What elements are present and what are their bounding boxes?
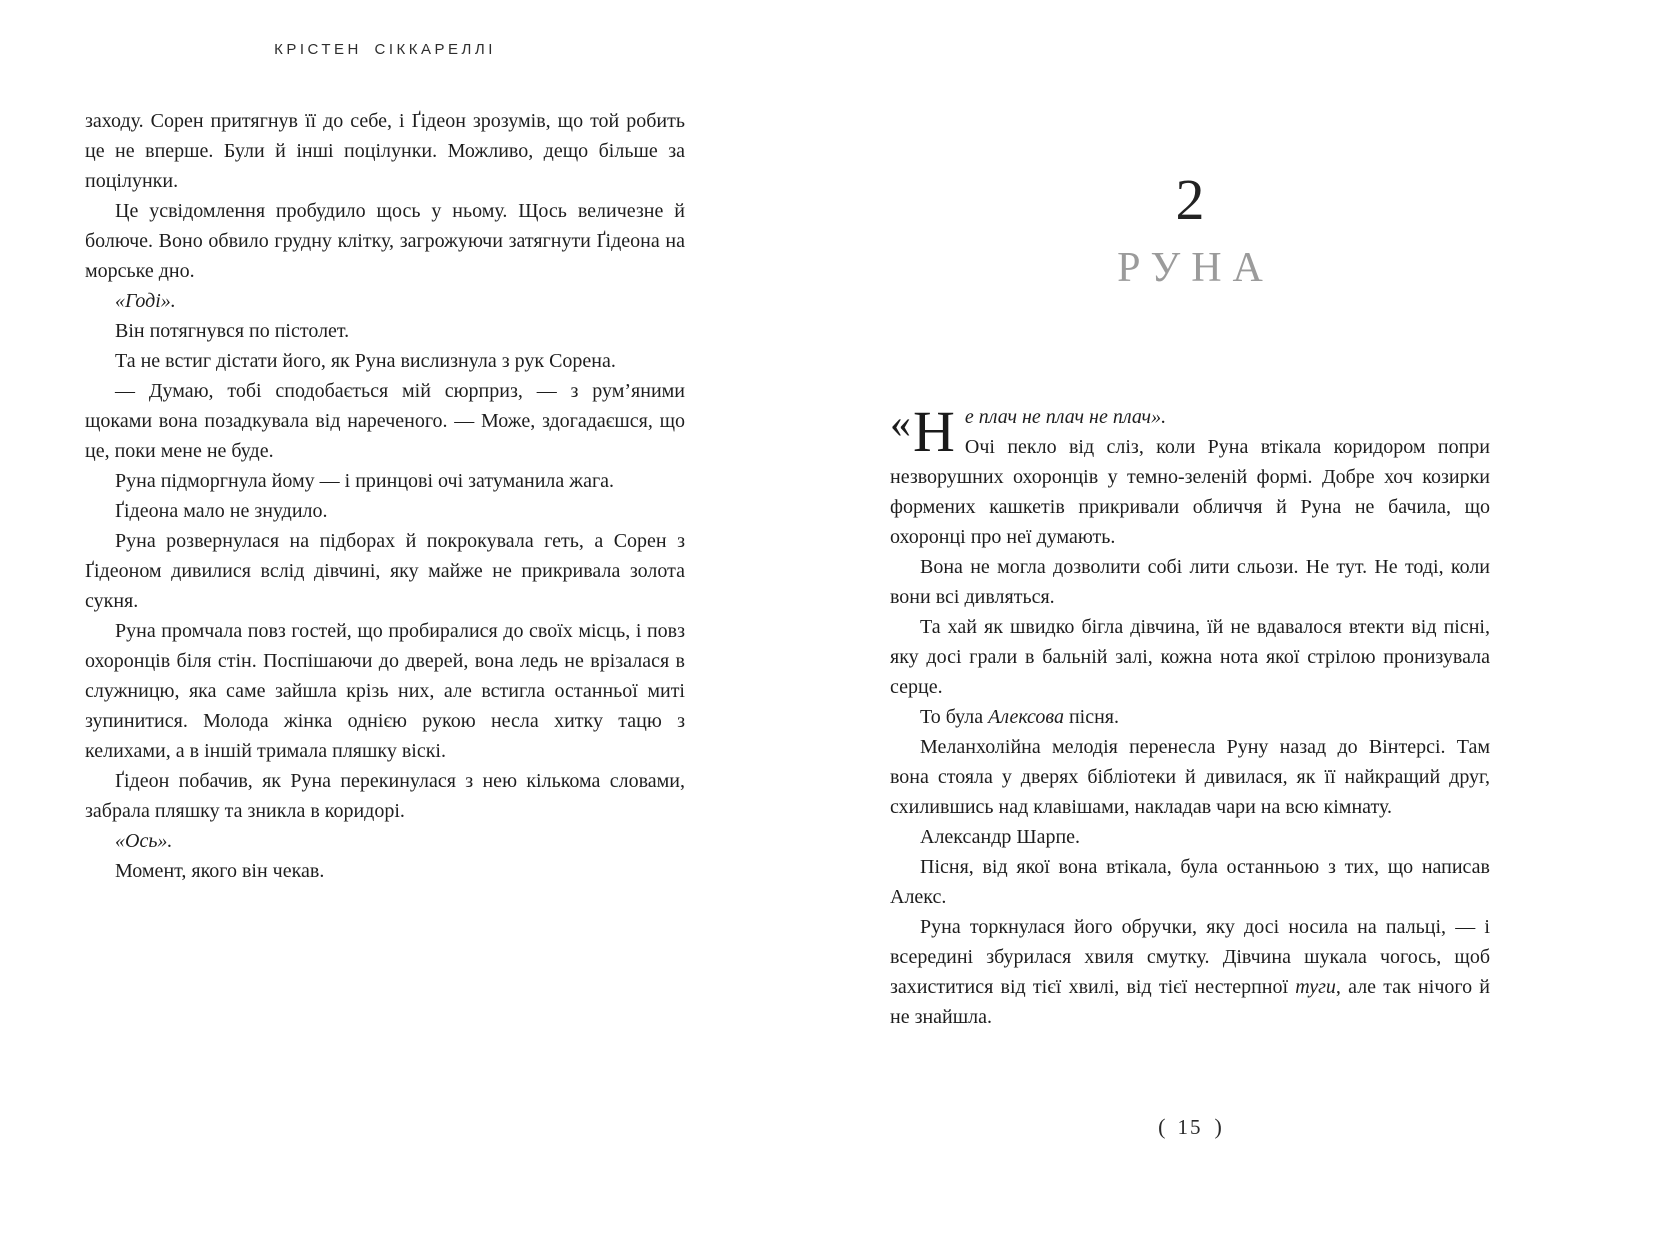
body-text-segment: , але так нічого й не знайшла. [890, 976, 1491, 1028]
drop-cap-letter: Н [913, 399, 955, 464]
italic-text: «Годі». [115, 290, 176, 312]
body-text-segment: пісня. [1063, 706, 1119, 728]
page-footer [890, 1114, 1490, 1140]
body-text-segment: Момент, якого він чекав. [115, 860, 325, 882]
opening-italic-line: е плач не плач не плач». [964, 406, 1167, 428]
paragraph [890, 612, 1490, 702]
body-text-segment: Ґідеона мало не знудило. [115, 500, 328, 522]
body-text-segment: Пісня, від якої вона втікала, була останньою з тих, що написав Алекс. [890, 856, 1490, 908]
chapter-title: РУНА [1117, 245, 1274, 291]
paragraph [890, 552, 1490, 612]
paragraph [890, 822, 1490, 852]
page-number-open-paren: ( [1158, 1114, 1166, 1139]
paragraph [85, 856, 685, 886]
right-page-body [890, 399, 1491, 1032]
body-text-segment: Він потягнувся по пістолет. [115, 320, 350, 342]
right-page-paragraphs [890, 552, 1490, 1032]
paragraph [85, 526, 685, 616]
chapter-heading [890, 0, 1490, 292]
paragraph [890, 732, 1490, 822]
paragraph [85, 766, 685, 826]
drop-cap [890, 399, 955, 464]
left-page [85, 0, 685, 1240]
body-text-segment: Меланхолійна мелодія перенесла Руну назад до Вінтерсі. Там вона стояла у дверях бібліотеки й дивилася, як її найкращий друг, схилившись над клавішами, накладав чари на всю кімнату. [890, 736, 1490, 818]
page-number: 15 [1177, 1115, 1203, 1139]
body-text-segment: Це усвідомлення пробудило щось у ньому. Щось величезне й болюче. Воно обвило грудну клітку, загрожуючи затягнути Ґідеона на морське дно. [85, 200, 685, 282]
body-text-segment: Руна розвернулася на підборах й покрокувала геть, а Сорен з Ґідеоном дивилися вслід дівчині, яку майже не прикривала золота сукня. [85, 530, 685, 612]
body-text-segment: Ґідеон побачив, як Руна перекинулася з нею кількома словами, забрала пляшку та зникла в коридорі. [85, 770, 685, 822]
paragraph [85, 376, 685, 466]
body-text-segment: Руна підморгнула йому — і принцові очі затуманила жага. [115, 470, 615, 492]
body-text-segment: Та не встиг дістати його, як Руна вислизнула з рук Сорена. [115, 350, 616, 372]
italic-text: «Ось». [115, 830, 173, 852]
paragraph [85, 106, 685, 196]
paragraph [890, 702, 1490, 732]
body-text-segment: Вона не могла дозволити собі лити сльози. Не тут. Не тоді, коли вони всі дивляться. [890, 556, 1490, 608]
body-text-segment: Та хай як швидко бігла дівчина, їй не вдавалося втекти від пісні, яку досі грали в бальній залі, кожна нота якої стрілою пронизувала серце. [890, 616, 1490, 698]
body-text-segment: — Думаю, тобі сподобається мій сюрприз, — з рум’яними щоками вона позадкувала від нареченого. — Може, здогадаєшся, що це, поки мене не буде. [85, 380, 685, 462]
right-page [890, 0, 1490, 1240]
paragraph [85, 826, 685, 856]
paragraph [890, 852, 1490, 912]
chapter-number: 2 [1175, 167, 1205, 232]
body-text-segment: Руна торкнулася його обручки, яку досі носила на пальці, — і всередині збурилася хвиля смутку. Дівчина шукала чогось, щоб захиститися від тієї хвилі, від тієї нестерпної [890, 916, 1490, 998]
paragraph [85, 316, 685, 346]
opening-paragraph [890, 399, 1490, 552]
opening-rest-text: Очі пекло від сліз, коли Руна втікала коридором попри незворушних охоронців у темно-зеленій формі. Добре хоч козирки формених кашкетів прикривали обличчя й Руна не бачила, що охоронці про неї думають. [890, 436, 1490, 548]
paragraph [85, 496, 685, 526]
body-text-segment: То була [920, 706, 989, 728]
page-number-close-paren: ) [1214, 1114, 1222, 1139]
italic-text: Алексова [988, 706, 1064, 728]
body-text-segment: заходу. Сорен притягнув її до себе, і Ґідеон зрозумів, що той робить це не вперше. Були й інші поцілунки. Можливо, дещо більше за поцілунки. [85, 110, 685, 192]
italic-text: туги [1295, 976, 1336, 998]
paragraph [85, 196, 685, 286]
paragraph [85, 286, 685, 316]
running-head: КРІСТЕН СІККАРЕЛЛІ [274, 41, 496, 58]
paragraph [85, 346, 685, 376]
paragraph [85, 616, 685, 766]
open-quote-mark: « [890, 401, 911, 447]
paragraph [85, 466, 685, 496]
body-text-segment: Руна промчала повз гостей, що пробиралися до своїх місць, і повз охоронців біля стін. Поспішаючи до дверей, вона ледь не врізалася в служницю, яка саме зайшла крізь них, але встигла останньої миті зупинитися. Молода жінка однією рукою несла хитку тацю з келихами, а в іншій тримала пляшку віскі. [85, 620, 685, 762]
paragraph [890, 912, 1490, 1032]
body-text-segment: Александр Шарпе. [920, 826, 1081, 848]
left-page-body [85, 106, 685, 886]
